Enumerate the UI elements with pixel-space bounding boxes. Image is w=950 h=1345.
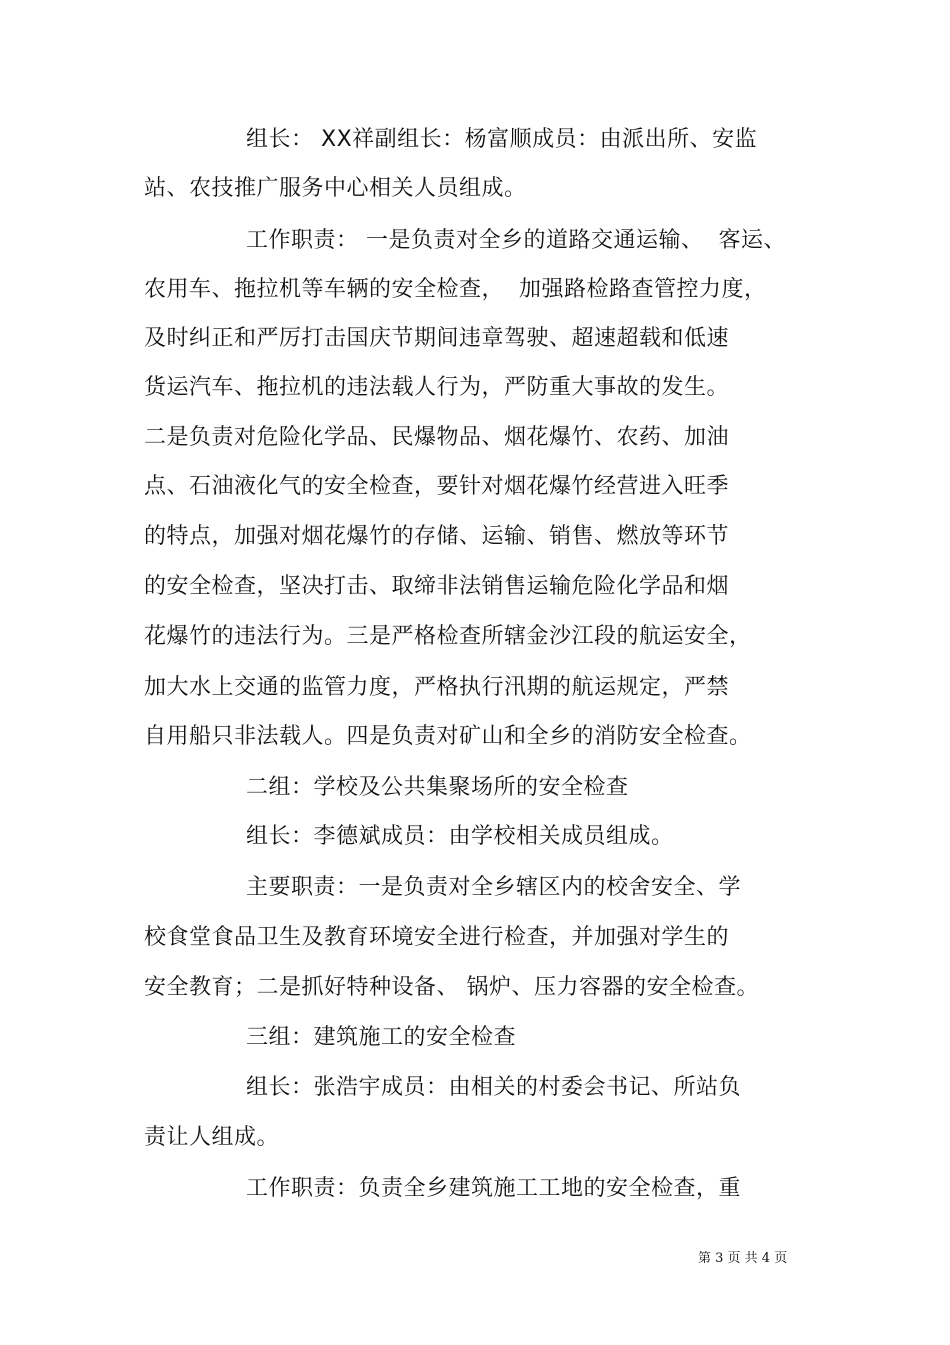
text-line: 责让人组成。 <box>144 1125 280 1150</box>
section-heading: 三组：建筑施工的安全检查 <box>246 1025 517 1050</box>
text-line: 加大水上交通的监管力度，严格执行汛期的航运规定，严禁 <box>144 675 730 700</box>
section-heading: 二组：学校及公共集聚场所的安全检查 <box>246 775 629 800</box>
text-line: 安全教育；二是抓好特种设备、 锅炉、压力容器的安全检查。 <box>144 975 759 1000</box>
text-line: 工作职责：负责全乡建筑施工工地的安全检查，重 <box>246 1176 742 1201</box>
text-line: 校食堂食品卫生及教育环境安全进行检查，并加强对学生的 <box>144 925 730 950</box>
text-line: 站、农技推广服务中心相关人员组成。 <box>144 176 527 201</box>
text-line: 货运汽车、拖拉机的违法载人行为，严防重大事故的发生。 <box>144 375 730 400</box>
text-line: 工作职责： 一是负责对全乡的道路交通运输、 客运、 <box>246 228 786 253</box>
text-line: 组长：李德斌成员：由学校相关成员组成。 <box>246 824 674 849</box>
text-line: 组长：张浩宇成员：由相关的村委会书记、所站负 <box>246 1075 742 1100</box>
page-number: 第 3 页 共 4 页 <box>698 1251 788 1266</box>
text-line: 及时纠正和严厉打击国庆节期间违章驾驶、超速超载和低速 <box>144 326 730 351</box>
text-line: 农用车、拖拉机等车辆的安全检查， 加强路检路查管控力度， <box>144 277 767 302</box>
text-line: 的特点，加强对烟花爆竹的存储、运输、销售、燃放等环节 <box>144 524 730 549</box>
text-line: 点、石油液化气的安全检查，要针对烟花爆竹经营进入旺季 <box>144 474 730 499</box>
text-line: 二是负责对危险化学品、民爆物品、烟花爆竹、农药、加油 <box>144 425 730 450</box>
text-line: 组长： XX祥副组长：杨富顺成员：由派出所、安监 <box>246 127 758 152</box>
text-line: 的安全检查，坚决打击、取缔非法销售运输危险化学品和烟 <box>144 574 730 599</box>
text-line: 自用船只非法载人。四是负责对矿山和全乡的消防安全检查。 <box>144 724 752 749</box>
text-line: 花爆竹的违法行为。三是严格检查所辖金沙江段的航运安全， <box>144 624 752 649</box>
text-line: 主要职责：一是负责对全乡辖区内的校舍安全、学 <box>246 875 742 900</box>
